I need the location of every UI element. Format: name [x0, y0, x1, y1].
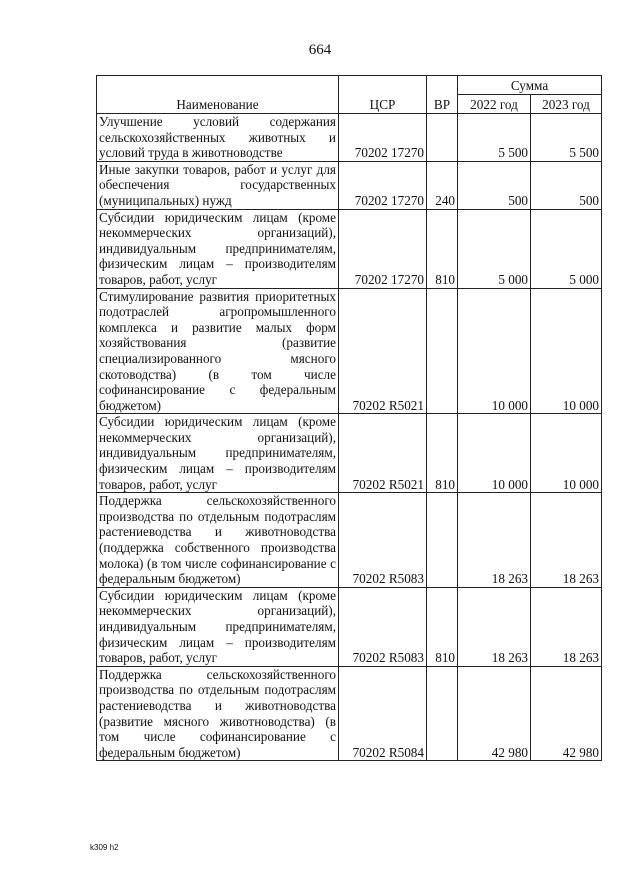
- row-sum-2022: 500: [458, 161, 531, 209]
- header-sum: Сумма: [458, 76, 602, 95]
- row-vr: [427, 493, 458, 588]
- budget-table: [96, 75, 602, 761]
- row-vr: [427, 666, 458, 761]
- row-sum-2022: 10 000: [458, 288, 531, 414]
- row-vr: 240: [427, 161, 458, 209]
- row-sum-2022: 10 000: [458, 414, 531, 493]
- row-sum-2023: 18 263: [531, 493, 602, 588]
- row-sum-2022: 42 980: [458, 666, 531, 761]
- footer-code: k309 h2: [90, 843, 119, 852]
- table-row: [97, 414, 602, 493]
- row-vr: 810: [427, 209, 458, 288]
- row-vr: 810: [427, 414, 458, 493]
- table-row: [97, 493, 602, 588]
- row-sum-2023: 10 000: [531, 288, 602, 414]
- row-sum-2023: 10 000: [531, 414, 602, 493]
- header-name: Наименование: [97, 76, 339, 114]
- row-vr: 810: [427, 587, 458, 666]
- row-vr: [427, 114, 458, 162]
- row-sum-2023: 42 980: [531, 666, 602, 761]
- header-year-2023: 2023 год: [531, 95, 602, 114]
- row-sum-2022: 5 500: [458, 114, 531, 162]
- table-row: [97, 161, 602, 209]
- row-csr: 70202 R5021: [339, 414, 427, 493]
- row-name: Субсидии юридическим лицам (кроме некоммерческих организаций), индивидуальным предпринимателям, физическим лицам – производителям товаров, работ, услуг: [97, 209, 339, 288]
- row-sum-2023: 18 263: [531, 587, 602, 666]
- row-csr: 70202 17270: [339, 114, 427, 162]
- header-csr: ЦСР: [339, 76, 427, 114]
- header-vr: ВР: [427, 76, 458, 114]
- table-row: [97, 666, 602, 761]
- row-csr: 70202 R5083: [339, 587, 427, 666]
- row-sum-2023: 5 500: [531, 114, 602, 162]
- row-sum-2023: 500: [531, 161, 602, 209]
- row-csr: 70202 17270: [339, 209, 427, 288]
- row-csr: 70202 R5083: [339, 493, 427, 588]
- row-sum-2022: 18 263: [458, 493, 531, 588]
- row-sum-2023: 5 000: [531, 209, 602, 288]
- row-csr: 70202 17270: [339, 161, 427, 209]
- table-row: [97, 209, 602, 288]
- row-name: Стимулирование развития приоритетных подотраслей агропромышленного комплекса и развитие малых форм хозяйствования (развитие специализированного мясного скотоводства) (в том числе софинансирование с федеральным бюджетом): [97, 288, 339, 414]
- row-sum-2022: 5 000: [458, 209, 531, 288]
- row-name: Поддержка сельскохозяйственного производства по отдельным подотраслям растениеводства и животноводства (развитие мясного животноводства) (в том числе софинансирование с федеральным бюджетом): [97, 666, 339, 761]
- row-name: Субсидии юридическим лицам (кроме некоммерческих организаций), индивидуальным предпринимателям, физическим лицам – производителям товаров, работ, услуг: [97, 414, 339, 493]
- row-name: Поддержка сельскохозяйственного производства по отдельным подотраслям растениеводства и животноводства (поддержка собственного производства молока) (в том числе софинансирование с федеральным бюджетом): [97, 493, 339, 588]
- row-csr: 70202 R5084: [339, 666, 427, 761]
- row-csr: 70202 R5021: [339, 288, 427, 414]
- row-vr: [427, 288, 458, 414]
- header-year-2022: 2022 год: [458, 95, 531, 114]
- row-name: Субсидии юридическим лицам (кроме некоммерческих организаций), индивидуальным предпринимателям, физическим лицам – производителям товаров, работ, услуг: [97, 587, 339, 666]
- table-row: [97, 288, 602, 414]
- row-name: Иные закупки товаров, работ и услуг для обеспечения государственных (муниципальных) нужд: [97, 161, 339, 209]
- page-number: 664: [308, 42, 332, 58]
- row-name: Улучшение условий содержания сельскохозяйственных животных и условий труда в животноводстве: [97, 114, 339, 162]
- table-row: [97, 114, 602, 162]
- row-sum-2022: 18 263: [458, 587, 531, 666]
- table-row: [97, 587, 602, 666]
